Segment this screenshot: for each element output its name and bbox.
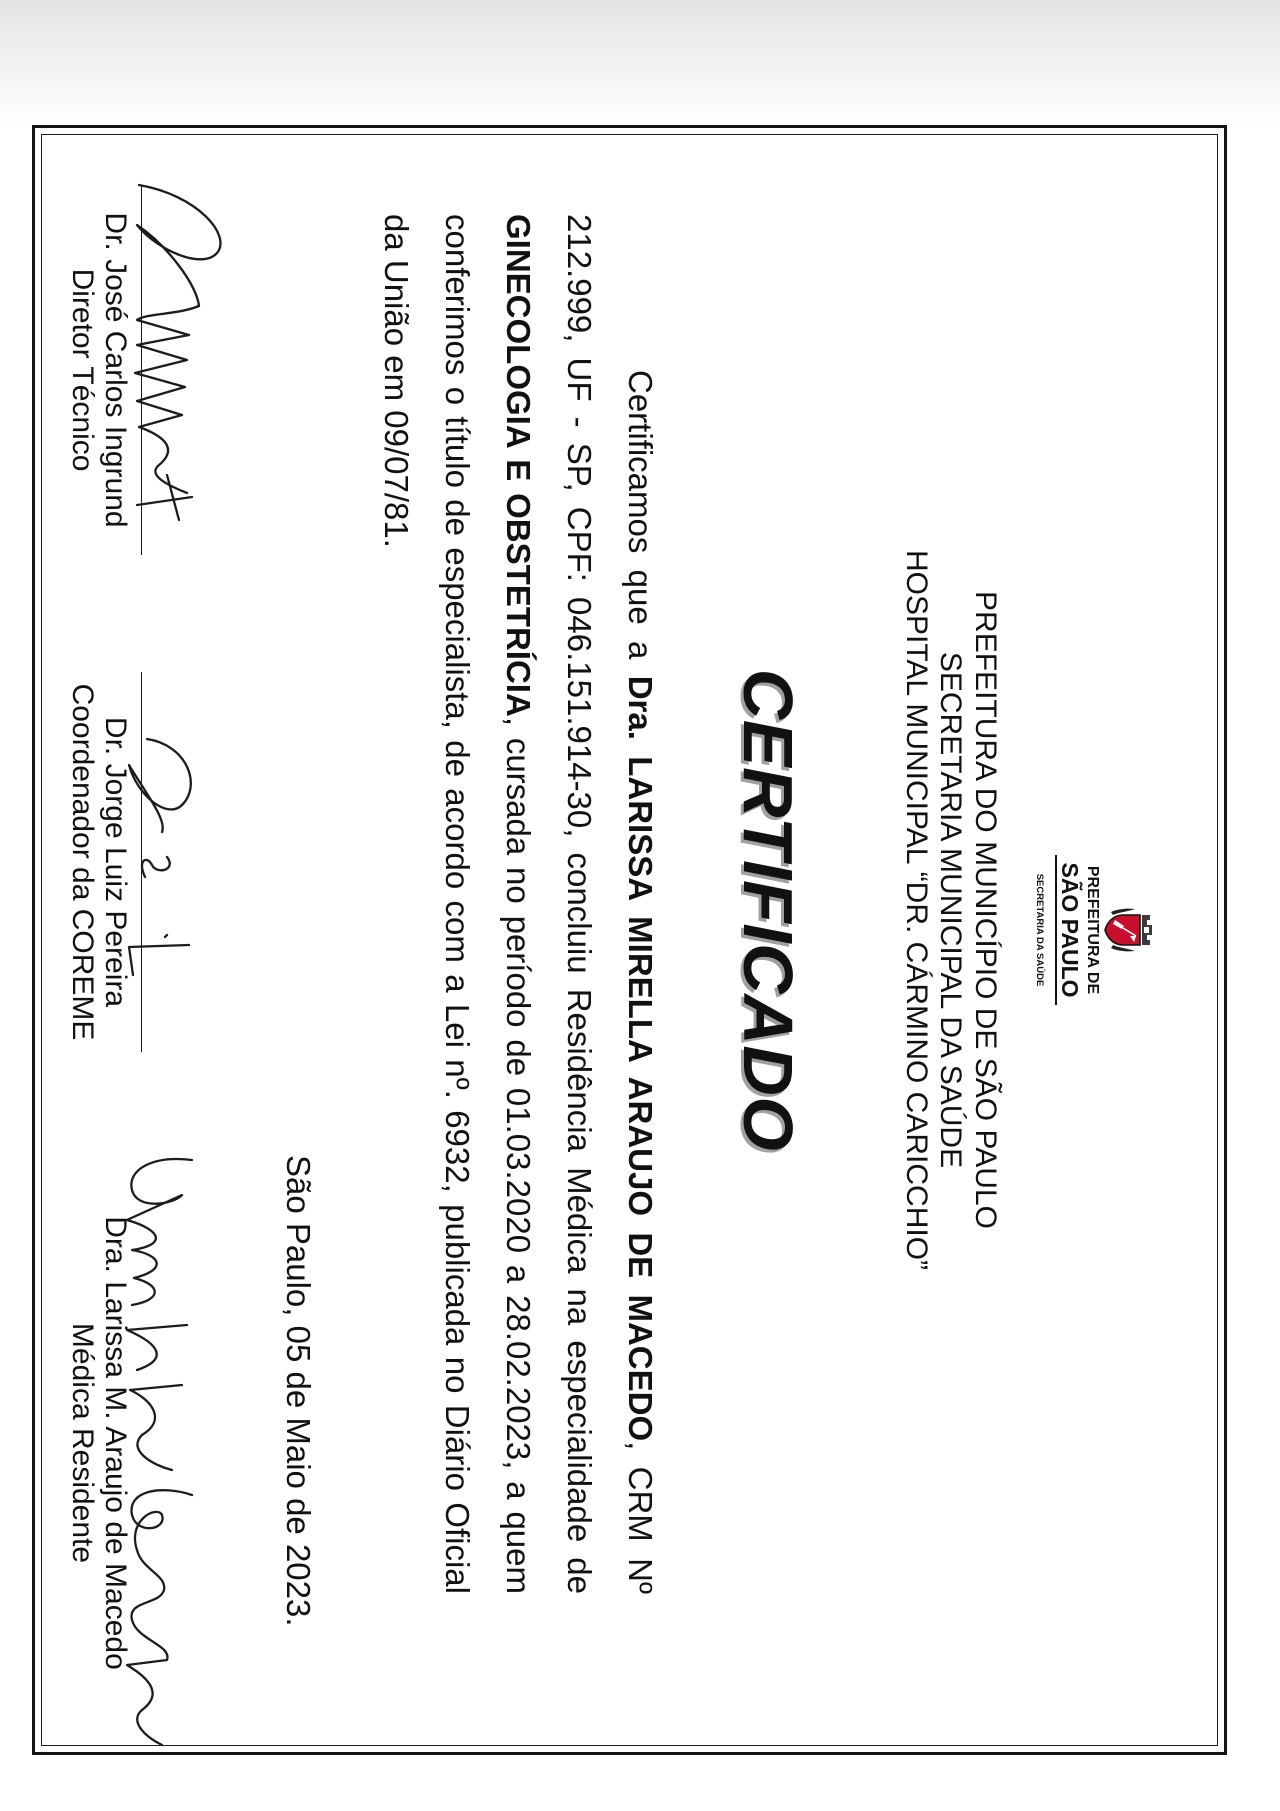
signer-name: Dr. Jorge Luiz Pereira	[99, 716, 132, 1008]
period-text: , cursada no período de 01.03.2020 a 28.02.2023, a quem	[500, 716, 537, 1594]
certificate-body	[366, 214, 671, 1594]
certificate-title: CERTIFICADO	[729, 668, 807, 1152]
signer-name: Dra. Larissa M. Araujo de Macedo	[99, 1216, 132, 1670]
signature-stroke	[129, 739, 191, 975]
emblem-shield	[1105, 915, 1140, 945]
institution-header	[899, 310, 1003, 1510]
issue-date: São Paulo, 05 de Maio de 2023.	[280, 1155, 317, 1627]
handwritten-signature-resident	[107, 1150, 222, 1750]
sao-paulo-emblem-icon	[1103, 906, 1157, 954]
header-line-secretaria: SECRETARIA MUNICIPAL DA SAÚDE	[934, 651, 968, 1169]
body-line-5: da União em 09/07/81.	[378, 214, 415, 548]
logo-line-sao-paulo: SÃO PAULO	[1055, 855, 1082, 1005]
body-line-3	[488, 214, 549, 1594]
body-line-1	[610, 370, 671, 1594]
emblem-crown-gate	[1144, 927, 1149, 933]
header-line-prefeitura: PREFEITURA DO MUNICÍPIO DE SÃO PAULO	[969, 591, 1002, 1229]
signature-stroke	[135, 185, 220, 520]
recipient-name: Dra. LARISSA MIRELLA ARAUJO DE MACEDO	[622, 675, 659, 1442]
crm-label: , CRM Nº	[622, 1441, 659, 1594]
signer-name: Dr. José Carlos Ingrund	[99, 212, 132, 528]
certificate-sheet	[32, 125, 1227, 1755]
signer-role: Diretor Técnico	[66, 268, 99, 472]
logo-line-prefeitura: PREFEITURA DE	[1084, 865, 1101, 995]
emblem-ribbon-left	[1111, 909, 1135, 915]
logo-line-secretaria: SECRETARIA DA SAÚDE	[1034, 873, 1045, 987]
body-line-4: conferimos o título de especialista, de acordo com a Lei nº. 6932, publicada no Diário Oficial	[439, 214, 476, 1594]
signer-role: Médica Residente	[66, 1322, 99, 1564]
handwritten-signature-director	[117, 175, 237, 535]
handwritten-signature-coordinator	[117, 725, 207, 985]
body-line-2: 212.999, UF - SP, CPF: 046.151.914-30, concluiu Residência Médica na especialidade de	[561, 214, 598, 1594]
specialty-name: GINECOLOGIA E OBSTETRÍCIA	[500, 214, 537, 717]
body-intro: Certificamos que a	[622, 370, 659, 676]
signer-role: Coordenador da COREME	[66, 683, 99, 1041]
emblem-ribbon-right	[1111, 945, 1135, 951]
header-line-hospital: HOSPITAL MUNICIPAL “DR. CÁRMINO CARICCHIO”	[900, 549, 933, 1271]
signature-stroke	[127, 1159, 192, 1745]
